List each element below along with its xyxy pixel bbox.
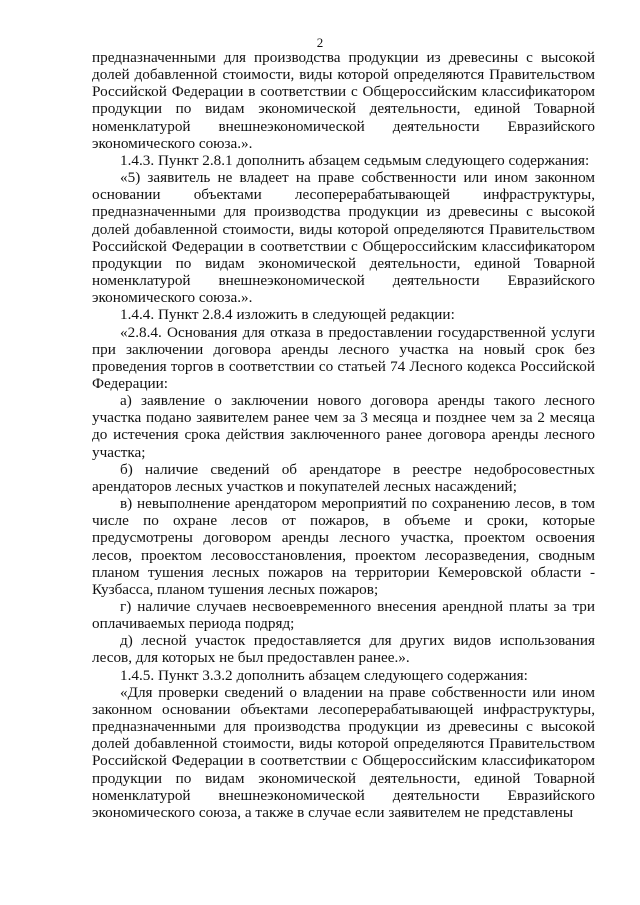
paragraph-item-d: д) лесной участок предоставляется для других видов использования лесов, для которых не был предоставлен ранее.». <box>92 632 595 667</box>
paragraph-item-b: б) наличие сведений об арендаторе в реестре недобросовестных арендаторов лесных участков и покупателей лесных насаждений; <box>92 460 595 495</box>
paragraph-item-v: в) невыполнение арендатором мероприятий по сохранению лесов, в том числе по охране лесов от пожаров, в объеме и сроки, которые предусмотрены договором аренды лесного участка, проектом освоения лесов, проектом лесовосстановления, проектом лесоразведения, сводным планом тушения лесных пожаров на территории Кемеровской области - Кузбасса, планом тушения лесных пожаров; <box>92 495 595 598</box>
paragraph-clause-1-4-4: 1.4.4. Пункт 2.8.4 изложить в следующей редакции: <box>120 306 455 324</box>
paragraph-verification: «Для проверки сведений о владении на праве собственности или ином законном основании объектами лесоперерабатывающей инфраструктуры, предназначенными для производства продукции из древесины с высокой долей добавленной стоимости, виды которой определяются Правительством Российской Федерации в соответствии с Общероссийским классификатором продукции по видам экономической деятельности, единой Товарной номенклатурой внешнеэкономической деятельности Евразийского экономического союза, а также в случае если заявителем не представлены <box>92 683 595 821</box>
document-body <box>92 49 595 821</box>
paragraph-continuation: предназначенными для производства продукции из древесины с высокой долей добавленной стоимости, виды которой определяются Правительством Российской Федерации в соответствии с Общероссийским классификатором продукции по видам экономической деятельности, единой Товарной номенклатурой внешнеэкономической деятельности Евразийского экономического союза.». <box>92 49 595 152</box>
paragraph-item-5: «5) заявитель не владеет на праве собственности или ином законном основании объектами лесоперерабатывающей инфраструктуры, предназначенными для производства продукции из древесины с высокой долей добавленной стоимости, виды которой определяются Правительством Российской Федерации в соответствии с Общероссийским классификатором продукции по видам экономической деятельности, единой Товарной номенклатурой внешнеэкономической деятельности Евразийского экономического союза.». <box>92 169 595 307</box>
paragraph-clause-1-4-5: 1.4.5. Пункт 3.3.2 дополнить абзацем следующего содержания: <box>120 666 528 684</box>
paragraph-clause-1-4-3: 1.4.3. Пункт 2.8.1 дополнить абзацем седьмым следующего содержания: <box>120 151 590 169</box>
page-number: 2 <box>316 35 324 50</box>
paragraph-item-a: а) заявление о заключении нового договора аренды такого лесного участка подано заявителем ранее чем за 3 месяца и позднее чем за 2 месяца до истечения срока действия заключенного ранее договора аренды лесного участка; <box>92 392 595 461</box>
paragraph-2-8-4: «2.8.4. Основания для отказа в предоставлении государственной услуги при заключении договора аренды лесного участка на новый срок без проведения торгов в соответствии со статьей 74 Лесного кодекса Российской Федерации: <box>92 323 595 392</box>
paragraph-item-g: г) наличие случаев несвоевременного внесения арендной платы за три оплачиваемых периода подряд; <box>92 598 595 633</box>
